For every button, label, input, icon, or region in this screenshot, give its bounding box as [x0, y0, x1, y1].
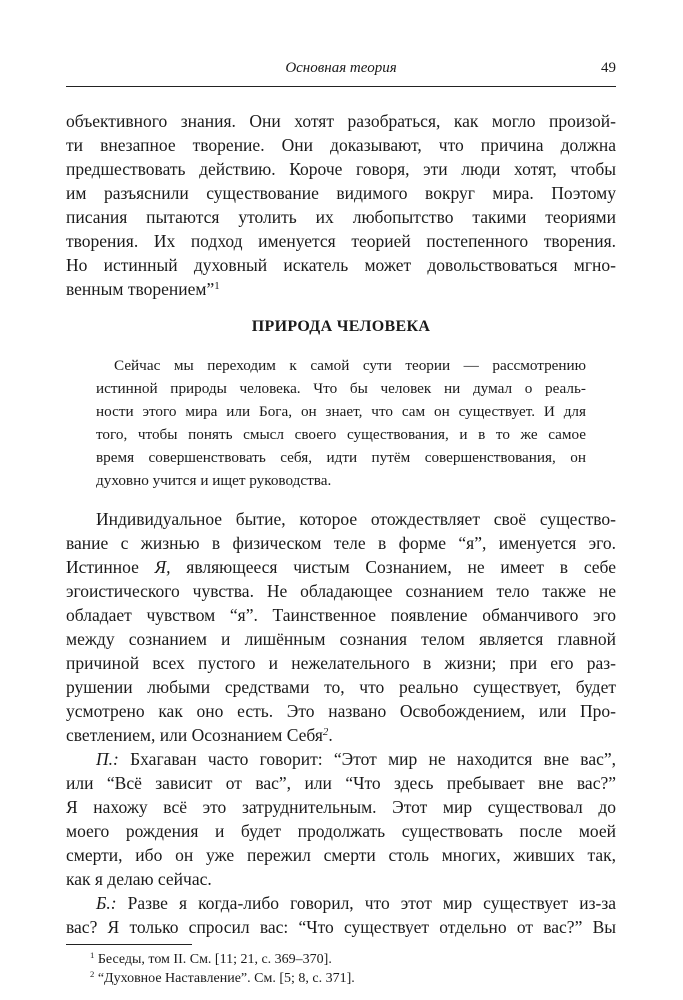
text-line: Я нахожу всё это затруднительным. Этот мир существовал до — [66, 797, 616, 817]
running-header — [66, 60, 616, 82]
footnote — [90, 970, 355, 988]
speaker-label: П.: — [96, 749, 119, 769]
page-number: 49 — [601, 60, 616, 76]
text-line: объективного знания. Они хотят разобраться, как могло произой- — [66, 111, 616, 131]
intro-line: ности этого мира или Бога, он знает, что сам он существует. И для — [96, 403, 586, 420]
text-span: светлением, или Осознанием Себя — [66, 725, 323, 745]
footnote-number: 2 — [90, 969, 95, 980]
text-line: Но истинный духовный искатель может довольствоваться мгно- — [66, 255, 616, 275]
text-line: писания пытаются утолить их любопытство такими теориями — [66, 207, 616, 227]
text-line: как я делаю сейчас. — [66, 869, 212, 889]
intro-line: того, чтобы понять смысл своего существования, и в то же самое — [96, 426, 586, 443]
text-line — [96, 749, 616, 770]
header-rule — [66, 86, 616, 87]
footnote-text: “Духовное Наставление”. См. [5; 8, с. 371]. — [94, 971, 355, 986]
text-line: рушении любыми средствами то, что реально существует, будет — [66, 677, 616, 697]
intro-line: время совершенствовать себя, идти путём совершенствования, он — [96, 449, 586, 466]
text-line: творения. Их подход именуется теорией постепенного творения. — [66, 231, 616, 251]
text-span: Бхагаван часто говорит: “Этот мир не находится вне вас”, — [118, 749, 616, 769]
text-line — [66, 279, 616, 300]
text-line: Индивидуальное бытие, которое отождествляет своё существо- — [96, 509, 616, 529]
text-line: смерти, ибо он уже пережил смерти столь многих, живших так, — [66, 845, 616, 865]
footnote — [90, 951, 332, 969]
intro-line: истинной природы человека. Что бы человек ни думал о реаль- — [96, 380, 586, 397]
text-span: венным творением” — [66, 279, 215, 299]
intro-line: Сейчас мы переходим к самой сути теории — рассмотрению — [114, 357, 586, 374]
running-title: Основная теория — [285, 60, 397, 76]
text-span: являющееся чистым Сознанием, не имеет в себе — [170, 557, 617, 577]
text-line — [96, 893, 616, 914]
text-line: вас? Я только спросил вас: “Что существует отдельно от вас?” Вы — [66, 917, 616, 937]
text-line: между сознанием и лишённым сознания телом является главной — [66, 629, 616, 649]
text-line: обладает чувством “я”. Таинственное появление обманчивого эго — [66, 605, 616, 625]
true-self-term: Я, — [154, 557, 171, 577]
footnote-number: 1 — [90, 950, 95, 961]
text-span: Истинное — [66, 557, 155, 577]
footnote-ref[interactable]: 1 — [214, 280, 220, 293]
text-line: моего рождения и будет продолжать существовать после моей — [66, 821, 616, 841]
speaker-label: Б.: — [96, 893, 117, 913]
text-line: эгоистического чувства. Не обладающее сознанием тело также не — [66, 581, 616, 601]
text-line: ти внезапное творение. Они доказывают, что причина должна — [66, 135, 616, 155]
text-line: им разъяснили существование видимого вокруг мира. Поэтому — [66, 183, 616, 203]
text-span: Разве я когда-либо говорил, что этот мир существует из-за — [116, 893, 616, 913]
footnote-ref[interactable]: 2 — [322, 726, 329, 739]
text-line: усмотрено как оно есть. Это названо Освобождением, или Про- — [66, 701, 616, 721]
text-line — [66, 557, 616, 578]
footnote-rule — [66, 944, 192, 945]
text-span: . — [328, 725, 333, 745]
text-line: предшествовать действию. Короче говоря, эти люди хотят, чтобы — [66, 159, 616, 179]
text-line: причиной всех пустого и нежелательного в жизни; при его раз- — [66, 653, 616, 673]
text-line: вание с жизнью в физическом теле в форме “я”, именуется эго. — [66, 533, 616, 553]
intro-line: духовно учится и ищет руководства. — [96, 472, 332, 489]
text-line — [66, 725, 616, 746]
section-heading: ПРИРОДА ЧЕЛОВЕКА — [251, 318, 431, 335]
text-line: или “Всё зависит от вас”, или “Что здесь пребывает вне вас?” — [66, 773, 616, 793]
footnote-text: Беседы, том II. См. [11; 21, с. 369–370]. — [94, 952, 332, 967]
